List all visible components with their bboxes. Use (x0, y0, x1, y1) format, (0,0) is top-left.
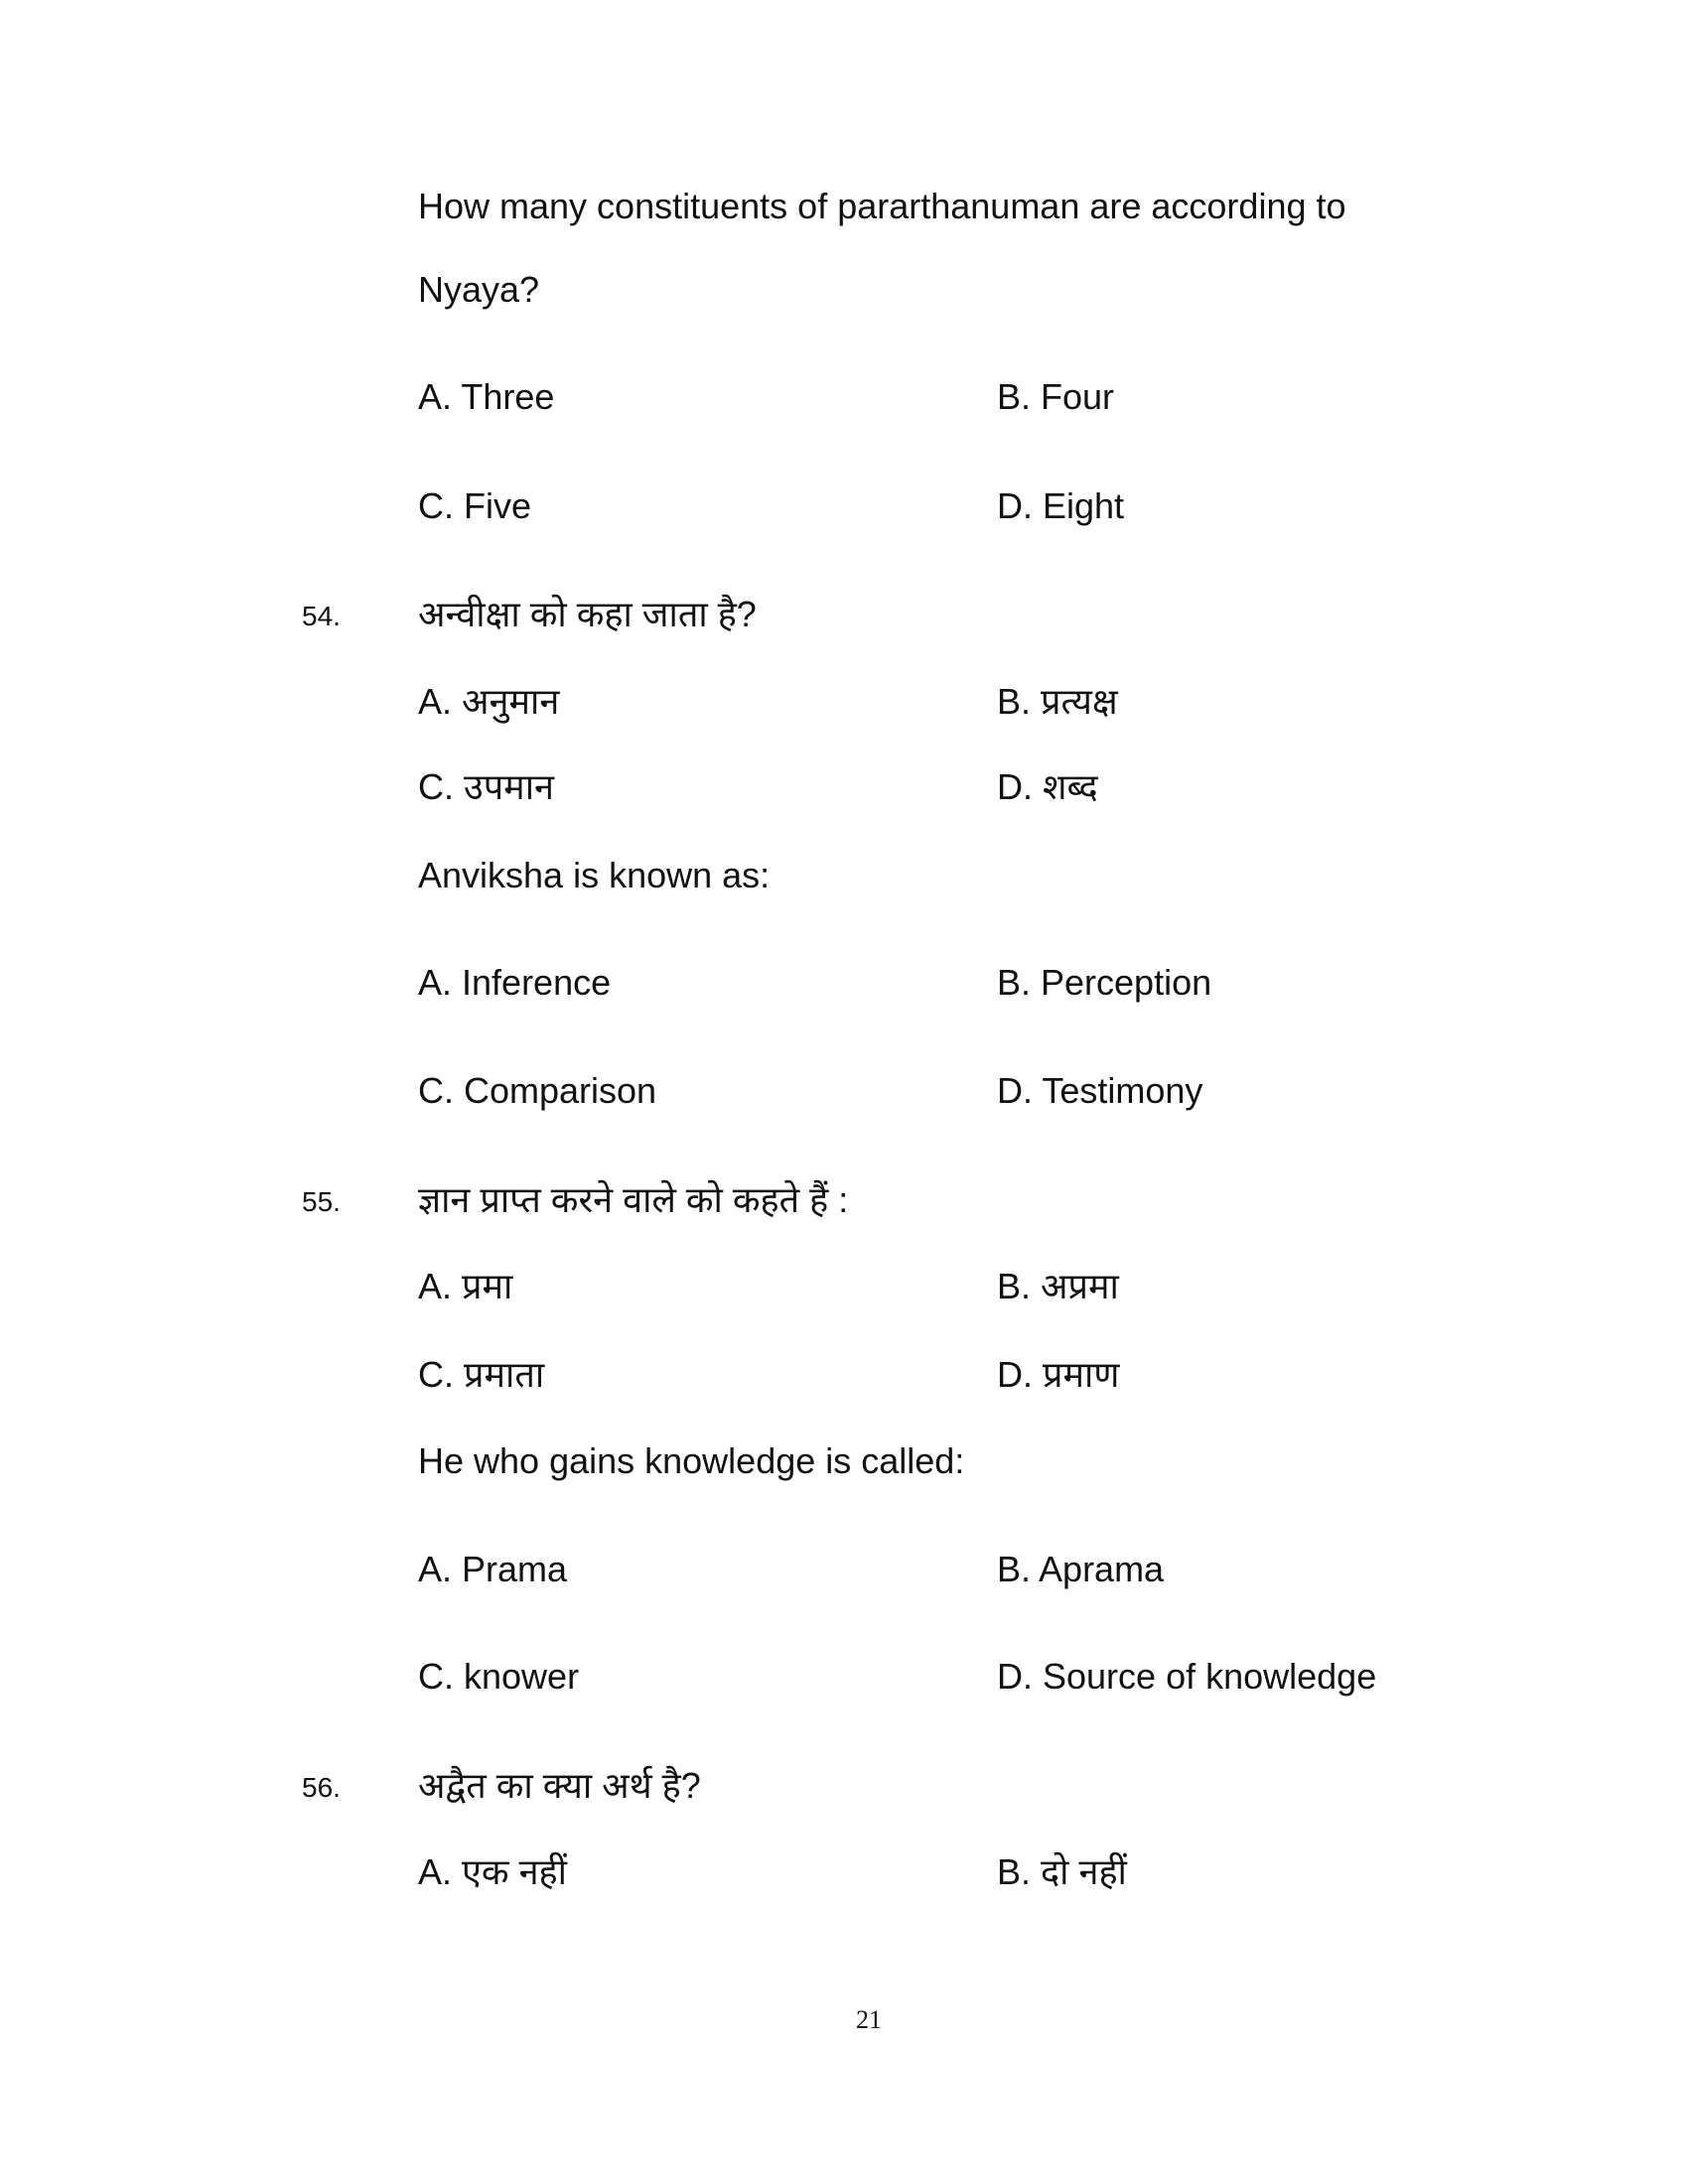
option-b-hindi: B. दो नहीं (997, 1851, 1127, 1892)
option-c: C. Five (418, 485, 532, 526)
option-b: B. Perception (997, 962, 1212, 1003)
question-text-english: Anviksha is known as: (418, 855, 771, 895)
question-number: 56. (302, 1772, 341, 1803)
option-b-hindi: B. अप्रमा (997, 1266, 1119, 1306)
question-text-hindi: ज्ञान प्राप्त करने वाले को कहते हैं : (418, 1179, 849, 1220)
option-b: B. Aprama (997, 1549, 1165, 1589)
page-number: 21 (856, 2005, 882, 2034)
option-a: A. Prama (418, 1549, 568, 1589)
question-text-english: He who gains knowledge is called: (418, 1440, 965, 1481)
option-a-hindi: A. प्रमा (418, 1266, 513, 1306)
option-a-hindi: A. एक नहीं (418, 1851, 567, 1892)
option-c: C. knower (418, 1656, 580, 1697)
option-c-hindi: C. उपमान (418, 766, 555, 807)
option-d: D. Eight (997, 485, 1125, 526)
question-text-hindi: अन्वीक्षा को कहा जाता है? (418, 594, 757, 634)
question-number: 54. (302, 601, 341, 631)
option-b: B. Four (997, 376, 1115, 417)
option-a-hindi: A. अनुमान (418, 681, 560, 722)
option-c: C. Comparison (418, 1070, 657, 1111)
question-text-hindi: अद्वैत का क्या अर्थ है? (418, 1765, 701, 1806)
option-d-hindi: D. प्रमाण (997, 1354, 1120, 1395)
option-c-hindi: C. प्रमाता (418, 1354, 545, 1395)
question-text-line: How many constituents of pararthanuman are according to (418, 186, 1346, 226)
option-a: A. Inference (418, 962, 612, 1003)
option-a: A. Three (418, 376, 555, 417)
option-d: D. Testimony (997, 1070, 1203, 1111)
option-d: D. Source of knowledge (997, 1656, 1377, 1697)
question-text-line: Nyaya? (418, 269, 540, 310)
option-b-hindi: B. प्रत्यक्ष (997, 681, 1118, 722)
question-number: 55. (302, 1186, 341, 1217)
option-d-hindi: D. शब्द (997, 766, 1098, 807)
